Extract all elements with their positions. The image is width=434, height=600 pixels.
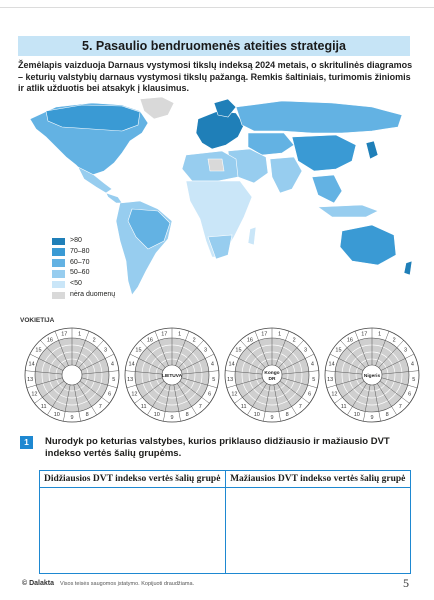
- wheel-number: 15: [235, 347, 242, 354]
- publisher-logo: © Dalakta: [22, 580, 55, 587]
- wheel-number: 8: [385, 412, 389, 419]
- legend-label: 70–80: [70, 247, 90, 255]
- wheel-number: 13: [27, 376, 34, 383]
- wheel-number: 14: [328, 361, 335, 368]
- wheel-number: 2: [392, 337, 396, 344]
- wheel-number: 9: [170, 415, 174, 421]
- wheel-number: 14: [228, 361, 235, 368]
- wheel-number: 1: [378, 331, 382, 338]
- sdg-wheels: [20, 317, 420, 429]
- wheel-number: 5: [412, 376, 416, 383]
- wheel-center-label: LIETUVA: [161, 374, 183, 379]
- map-europe: [196, 111, 244, 149]
- wheel-number: 8: [85, 412, 89, 419]
- map-legend: [52, 236, 162, 301]
- answer-column-highest: [40, 471, 225, 573]
- wheel-number: 16: [346, 337, 353, 344]
- legend-swatch: [52, 259, 65, 267]
- wheel-number: 13: [127, 376, 134, 383]
- wheel-number: 10: [153, 412, 160, 419]
- answer-field-lowest[interactable]: [226, 488, 411, 573]
- wheel-number: 3: [103, 347, 108, 354]
- legend-item: [52, 236, 162, 247]
- wheel-number: 5: [212, 376, 216, 383]
- wheel-number: 10: [353, 412, 360, 419]
- legend-swatch: [52, 292, 65, 300]
- legend-label: nėra duomenų: [70, 290, 116, 298]
- wheel-center: [62, 365, 82, 385]
- intro-text: Žemėlapis vaizduoja Darnaus vystymosi tikslų indeksą 2024 metais, o skritulinės diagramos – keturių valstybių darnaus vystymosi tikslų pažangą. Remkis šaltiniais, turimomis žiniomis ir atlik užduotis bei atsakyk į klausimus.: [18, 60, 413, 93]
- wheel-number: 7: [198, 404, 202, 411]
- wheel-number: 3: [303, 347, 308, 354]
- wheel-number: 17: [261, 331, 268, 338]
- wheel-number: 6: [408, 391, 412, 398]
- legend-item: [52, 279, 162, 290]
- wheel-number: 9: [370, 415, 374, 421]
- legend-item: [52, 290, 162, 301]
- wheel-number: 14: [28, 361, 35, 368]
- wheel-number: 12: [131, 391, 138, 398]
- sdg-wheel: [125, 328, 219, 422]
- wheel-number: 2: [192, 337, 196, 344]
- map-australia: [340, 225, 396, 265]
- wheel-number: 4: [310, 361, 314, 368]
- wheel-number: 12: [331, 391, 338, 398]
- wheel-number: 12: [31, 391, 38, 398]
- wheel-number: 13: [327, 376, 334, 383]
- wheel-number: 7: [98, 404, 102, 411]
- chart-title-germany: VOKIETIJA: [20, 317, 55, 324]
- wheel-number: 9: [70, 415, 74, 421]
- wheel-number: 6: [108, 391, 112, 398]
- answer-header-lowest: Mažiausios DVT indekso vertės šalių grupė: [226, 471, 411, 488]
- wheel-number: 8: [185, 412, 189, 419]
- wheel-number: 15: [335, 347, 342, 354]
- map-central-america: [106, 193, 122, 203]
- map-china: [292, 135, 356, 171]
- wheel-number: 1: [78, 331, 82, 338]
- wheel-number: 4: [210, 361, 214, 368]
- wheel-number: 8: [285, 412, 289, 419]
- wheel-number: 6: [208, 391, 212, 398]
- wheel-number: 15: [35, 347, 42, 354]
- legend-label: >80: [70, 237, 82, 244]
- wheel-number: 11: [40, 404, 47, 411]
- wheel-number: 2: [92, 337, 96, 344]
- wheel-number: 2: [292, 337, 296, 344]
- wheel-number: 17: [161, 331, 168, 338]
- wheel-number: 13: [227, 376, 234, 383]
- copyright-note: Visos teisės saugomos įstatymo. Kopijuoti draudžiama.: [60, 581, 195, 587]
- answer-field-highest[interactable]: [40, 488, 225, 573]
- map-south-asia: [270, 157, 302, 193]
- legend-swatch: [52, 238, 65, 246]
- answer-header-highest: Didžiausios DVT indekso vertės šalių grupė: [40, 471, 225, 488]
- map-madagascar: [248, 227, 256, 245]
- map-greenland: [140, 97, 174, 119]
- wheel-number: 4: [110, 361, 114, 368]
- wheel-number: 14: [128, 361, 135, 368]
- legend-swatch: [52, 281, 65, 289]
- wheel-number: 12: [231, 391, 238, 398]
- wheel-number: 7: [398, 404, 402, 411]
- answer-column-lowest: [225, 471, 411, 573]
- wheel-number: 11: [240, 404, 247, 411]
- map-new-zealand: [404, 261, 412, 275]
- wheel-number: 6: [308, 391, 312, 398]
- map-indonesia: [318, 205, 378, 217]
- answer-table: [39, 470, 411, 574]
- wheel-center-label: Kongo: [264, 371, 280, 376]
- wheel-number: 5: [112, 376, 116, 383]
- wheel-number: 10: [53, 412, 60, 419]
- page-number: 5: [403, 576, 409, 590]
- legend-label: <50: [70, 280, 82, 288]
- task-number: 1: [20, 436, 33, 449]
- legend-item: [52, 258, 162, 269]
- sdg-wheel: [225, 328, 319, 422]
- map-sahara-no-data: [208, 159, 224, 171]
- wheel-number: 3: [203, 347, 208, 354]
- wheel-number: 9: [270, 415, 274, 421]
- wheel-number: 16: [46, 337, 53, 344]
- map-japan: [366, 141, 378, 159]
- legend-item: [52, 247, 162, 258]
- wheel-number: 11: [340, 404, 347, 411]
- wheel-number: 16: [246, 337, 253, 344]
- legend-swatch: [52, 248, 65, 256]
- wheel-number: 17: [61, 331, 68, 338]
- section-title: 5. Pasaulio bendruomenės ateities strategija: [18, 36, 410, 56]
- wheel-center-label: DR: [268, 377, 276, 382]
- legend-item: [52, 268, 162, 279]
- legend-label: 60–70: [70, 258, 90, 266]
- legend-swatch: [52, 270, 65, 278]
- top-rule: [0, 7, 434, 8]
- wheel-number: 7: [298, 404, 302, 411]
- wheel-number: 3: [403, 347, 408, 354]
- map-southeast-asia: [312, 175, 342, 203]
- wheel-number: 1: [278, 331, 282, 338]
- wheel-number: 4: [410, 361, 414, 368]
- wheel-number: 5: [312, 376, 316, 383]
- legend-label: 50–60: [70, 269, 90, 277]
- sdg-wheel: [25, 328, 119, 422]
- wheel-center-label: Nigeris: [363, 374, 381, 379]
- wheel-number: 17: [361, 331, 368, 338]
- wheel-number: 15: [135, 347, 142, 354]
- map-russia: [236, 101, 402, 133]
- sdg-wheel: [325, 328, 419, 422]
- wheel-number: 11: [140, 404, 147, 411]
- task-text: Nurodyk po keturias valstybes, kurios priklauso didžiausio ir mažiausio DVT indekso vertės šalių grupėms.: [45, 436, 390, 459]
- wheel-number: 16: [146, 337, 153, 344]
- wheel-number: 1: [178, 331, 182, 338]
- wheel-number: 10: [253, 412, 260, 419]
